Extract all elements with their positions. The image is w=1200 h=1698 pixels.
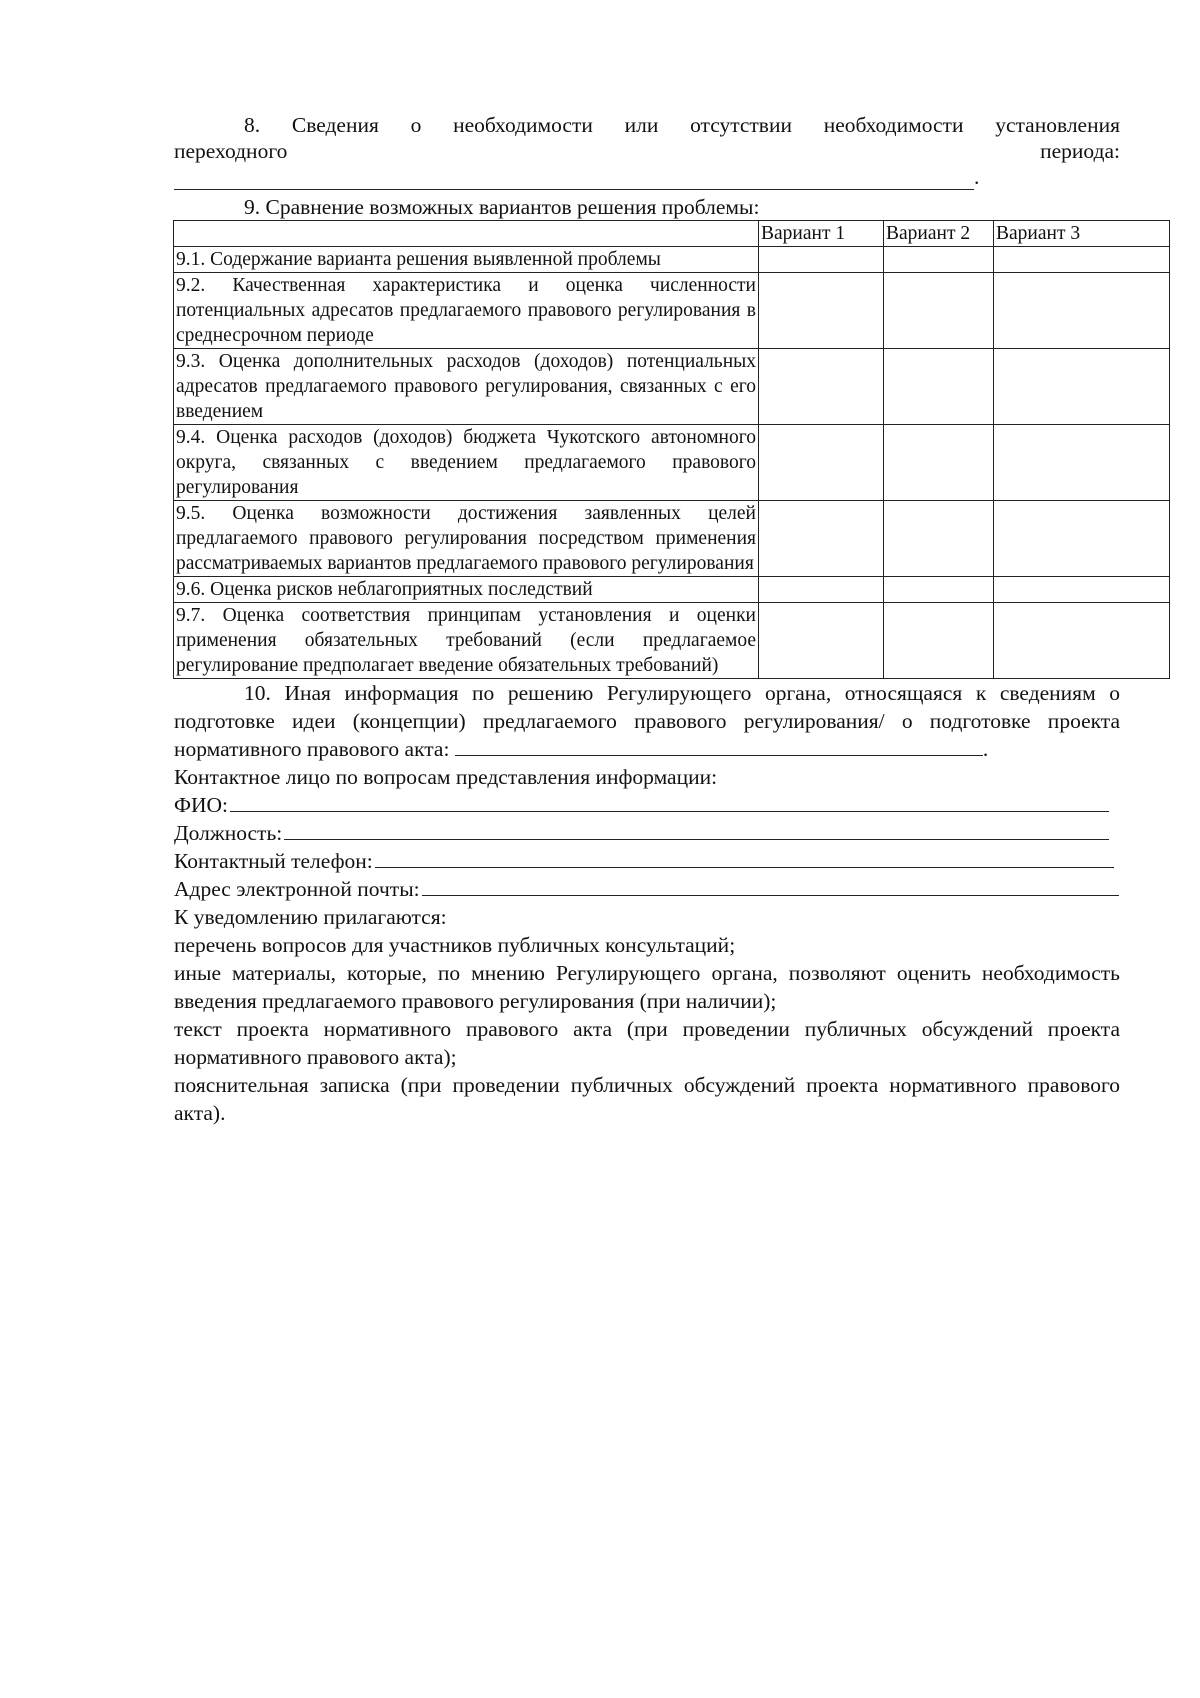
position-label: Должность: <box>174 821 283 845</box>
fio-blank-line[interactable] <box>230 793 1109 812</box>
row-label: 9.1. Содержание варианта решения выявленной проблемы <box>174 247 759 273</box>
section8-line2 <box>174 138 1120 164</box>
section10-body: 10. Иная информация по решению Регулирующего органа, относящаяся к сведениям о подготовке идеи (концепции) предлагаемого правового регулирования/ о подготовке проекта нормативного правового акта: <box>174 681 1120 761</box>
email-label: Адрес электронной почты: <box>174 877 420 901</box>
row-label: 9.5. Оценка возможности достижения заявленных целей предлагаемого правового регулирования посредством применения рассматриваемых вариантов предлагаемого правового регулирования <box>174 501 759 577</box>
phone-label: Контактный телефон: <box>174 849 373 873</box>
table-row <box>174 603 1170 679</box>
cell-variant-3[interactable] <box>994 349 1170 425</box>
table-header-variant-3: Вариант 3 <box>994 221 1170 247</box>
table-row <box>174 577 1170 603</box>
table-row <box>174 349 1170 425</box>
cell-variant-1[interactable] <box>759 425 884 501</box>
email-field[interactable] <box>174 875 1119 903</box>
position-field[interactable] <box>174 819 1109 847</box>
table-row <box>174 501 1170 577</box>
table-header-variant-1: Вариант 1 <box>759 221 884 247</box>
attachments-title: К уведомлению прилагаются: <box>174 905 447 929</box>
email-blank-line[interactable] <box>422 877 1119 896</box>
cell-variant-3[interactable] <box>994 603 1170 679</box>
document-page <box>174 112 1120 1127</box>
section8-word-left: переходного <box>174 139 288 163</box>
section8-end-dot: . <box>974 165 980 189</box>
cell-variant-1[interactable] <box>759 349 884 425</box>
fio-field[interactable] <box>174 791 1109 819</box>
cell-variant-2[interactable] <box>884 501 994 577</box>
section8-line1: 8. Сведения о необходимости или отсутствии необходимости установления <box>244 113 1120 137</box>
row-label: 9.6. Оценка рисков неблагоприятных последствий <box>174 577 759 603</box>
section8-blank-line <box>174 164 1120 190</box>
cell-variant-1[interactable] <box>759 501 884 577</box>
section10-blank-line[interactable] <box>455 737 983 756</box>
row-label: 9.7. Оценка соответствия принципам установления и оценки применения обязательных требований (если предлагаемое регулирование предполагает введение обязательных требований) <box>174 603 759 679</box>
table-header-row <box>174 221 1170 247</box>
cell-variant-1[interactable] <box>759 603 884 679</box>
section8-word-right: периода: <box>1040 139 1120 163</box>
cell-variant-3[interactable] <box>994 273 1170 349</box>
section10-text <box>174 679 1120 763</box>
attachment-item: перечень вопросов для участников публичных консультаций; <box>174 933 736 957</box>
section10-end-dot: . <box>982 737 989 761</box>
table-header-empty <box>174 221 759 247</box>
table-row <box>174 247 1170 273</box>
table-row <box>174 425 1170 501</box>
attachment-item: текст проекта нормативного правового акта (при проведении публичных обсуждений проекта нормативного правового акта); <box>174 1017 1120 1069</box>
table-header-variant-2: Вариант 2 <box>884 221 994 247</box>
table-row <box>174 273 1170 349</box>
cell-variant-2[interactable] <box>884 349 994 425</box>
attachment-item: пояснительная записка (при проведении публичных обсуждений проекта нормативного правового акта). <box>174 1073 1120 1125</box>
fio-label: ФИО: <box>174 793 229 817</box>
attachment-item: иные материалы, которые, по мнению Регулирующего органа, позволяют оценить необходимость введения предлагаемого правового регулирования (при наличии); <box>174 961 1120 1013</box>
cell-variant-2[interactable] <box>884 577 994 603</box>
section8-underline <box>174 171 974 190</box>
cell-variant-3[interactable] <box>994 425 1170 501</box>
phone-field[interactable] <box>174 847 1114 875</box>
cell-variant-3[interactable] <box>994 577 1170 603</box>
cell-variant-3[interactable] <box>994 247 1170 273</box>
row-label: 9.2. Качественная характеристика и оценка численности потенциальных адресатов предлагаемого правового регулирования в среднесрочном периоде <box>174 273 759 349</box>
row-label: 9.3. Оценка дополнительных расходов (доходов) потенциальных адресатов предлагаемого правового регулирования, связанных с его введением <box>174 349 759 425</box>
phone-blank-line[interactable] <box>375 849 1114 868</box>
cell-variant-2[interactable] <box>884 425 994 501</box>
position-blank-line[interactable] <box>284 821 1109 840</box>
cell-variant-1[interactable] <box>759 577 884 603</box>
cell-variant-2[interactable] <box>884 273 994 349</box>
cell-variant-1[interactable] <box>759 247 884 273</box>
contact-title: Контактное лицо по вопросам представления информации: <box>174 765 718 789</box>
section9-title: 9. Сравнение возможных вариантов решения проблемы: <box>244 195 760 219</box>
cell-variant-2[interactable] <box>884 247 994 273</box>
cell-variant-3[interactable] <box>994 501 1170 577</box>
cell-variant-1[interactable] <box>759 273 884 349</box>
cell-variant-2[interactable] <box>884 603 994 679</box>
row-label: 9.4. Оценка расходов (доходов) бюджета Чукотского автономного округа, связанных с введением предлагаемого правового регулирования <box>174 425 759 501</box>
comparison-table <box>173 220 1170 679</box>
